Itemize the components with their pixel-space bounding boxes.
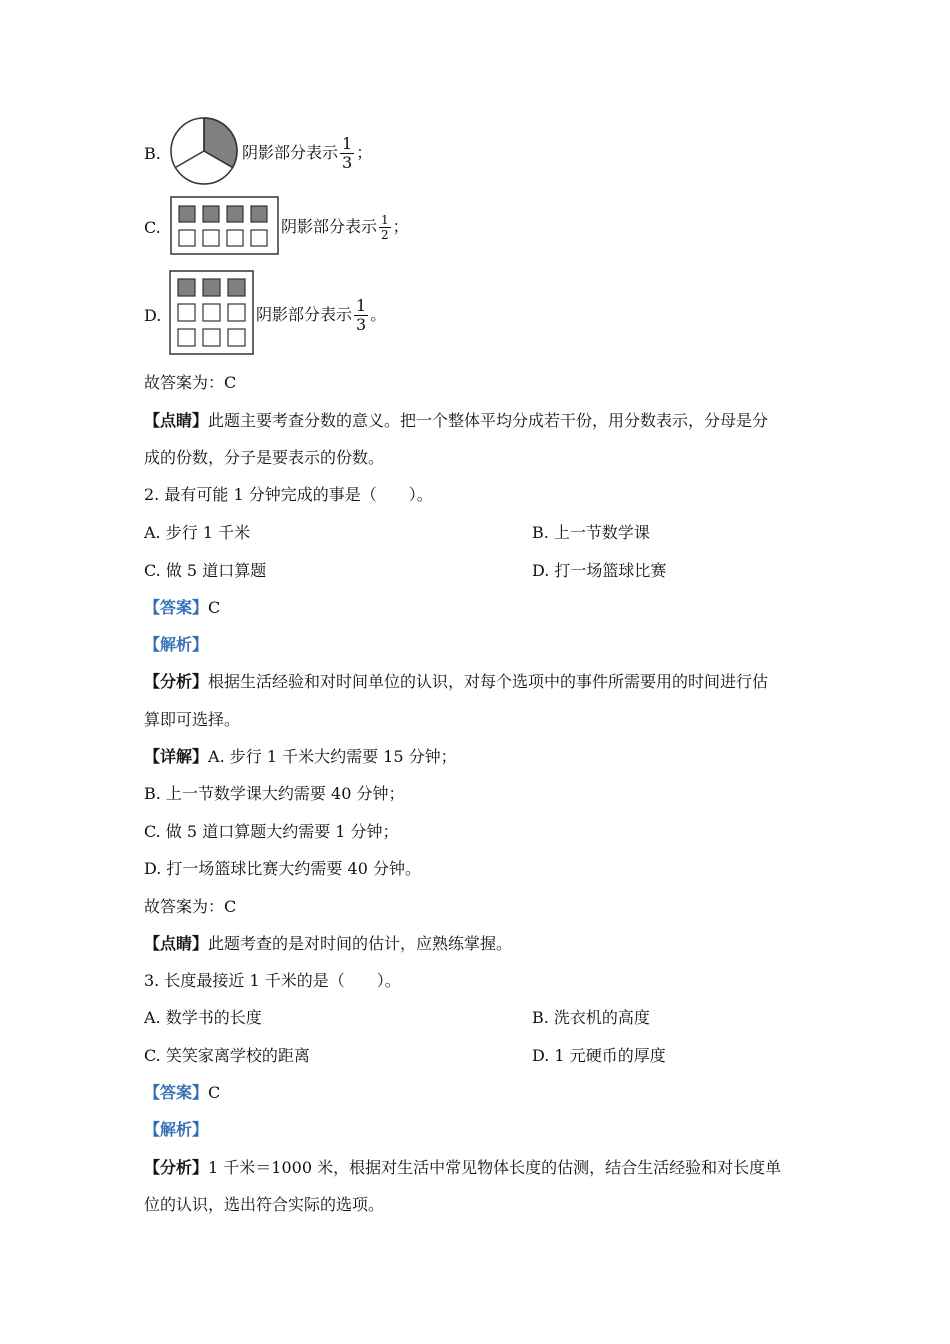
q3-fenxi-line2: 位的认识，选出符合实际的选项。	[144, 1195, 385, 1214]
option-c-text: 阴影部分表示 $\frac{1}{2}$ ；	[281, 213, 409, 242]
q3-option-d: D. 1 元硬币的厚度	[532, 1046, 666, 1065]
q2-option-a: A. 步行 1 千米	[144, 523, 251, 542]
q3-answer: 【答案】C	[144, 1083, 221, 1102]
q2-fenxi-line2: 算即可选择。	[144, 710, 241, 729]
option-c-letter: C.	[144, 218, 161, 237]
q2-detail-a: 【详解】A. 步行 1 千米大约需要 15 分钟；	[144, 747, 457, 766]
grid-2x4-figure	[170, 196, 280, 256]
q1-final-answer: 故答案为：C	[144, 373, 237, 392]
q2-fenxi-line1: 【分析】根据生活经验和对时间单位的认识，对每个选项中的事件所需要用的时间进行估	[144, 672, 769, 691]
q3-option-c: C. 笑笑家离学校的距离	[144, 1046, 310, 1065]
q2-comment: 【点睛】此题考查的是对时间的估计，应熟练掌握。	[144, 934, 513, 953]
option-b-text: 阴影部分表示 $\frac{1}{3}$ ；	[242, 134, 373, 172]
q2-detail-d: D. 打一场篮球比赛大约需要 40 分钟。	[144, 859, 421, 878]
option-d-text: 阴影部分表示 $\frac{1}{3}$ 。	[256, 296, 387, 334]
q2-option-b: B. 上一节数学课	[532, 523, 650, 542]
q3-option-a: A. 数学书的长度	[144, 1008, 262, 1027]
q2-detail-b: B. 上一节数学课大约需要 40 分钟；	[144, 784, 405, 803]
q3-analysis-tag: 【解析】	[144, 1120, 209, 1139]
grid-3x3-figure	[169, 270, 255, 356]
q3-option-b: B. 洗衣机的高度	[532, 1008, 650, 1027]
q3-stem: 3. 长度最接近 1 千米的是（ ）。	[144, 971, 401, 990]
circle-thirds-figure	[168, 115, 240, 187]
q3-fenxi-line1: 【分析】1 千米＝1000 米，根据对生活中常见物体长度的估测，结合生活经验和对长度单	[144, 1158, 782, 1177]
q1-comment-line2: 成的份数，分子是要表示的份数。	[144, 448, 385, 467]
option-d-letter: D.	[144, 306, 162, 325]
q2-option-c: C. 做 5 道口算题	[144, 561, 267, 580]
q2-final-answer: 故答案为：C	[144, 897, 237, 916]
q2-detail-c: C. 做 5 道口算题大约需要 1 分钟；	[144, 822, 399, 841]
q2-analysis-tag: 【解析】	[144, 635, 209, 654]
q2-option-d: D. 打一场篮球比赛	[532, 561, 667, 580]
q2-answer: 【答案】C	[144, 598, 221, 617]
option-b-letter: B.	[144, 144, 161, 163]
q1-comment-line1: 【点睛】此题主要考查分数的意义。把一个整体平均分成若干份，用分数表示，分母是分	[144, 411, 769, 430]
q2-stem: 2. 最有可能 1 分钟完成的事是（ ）。	[144, 485, 433, 504]
